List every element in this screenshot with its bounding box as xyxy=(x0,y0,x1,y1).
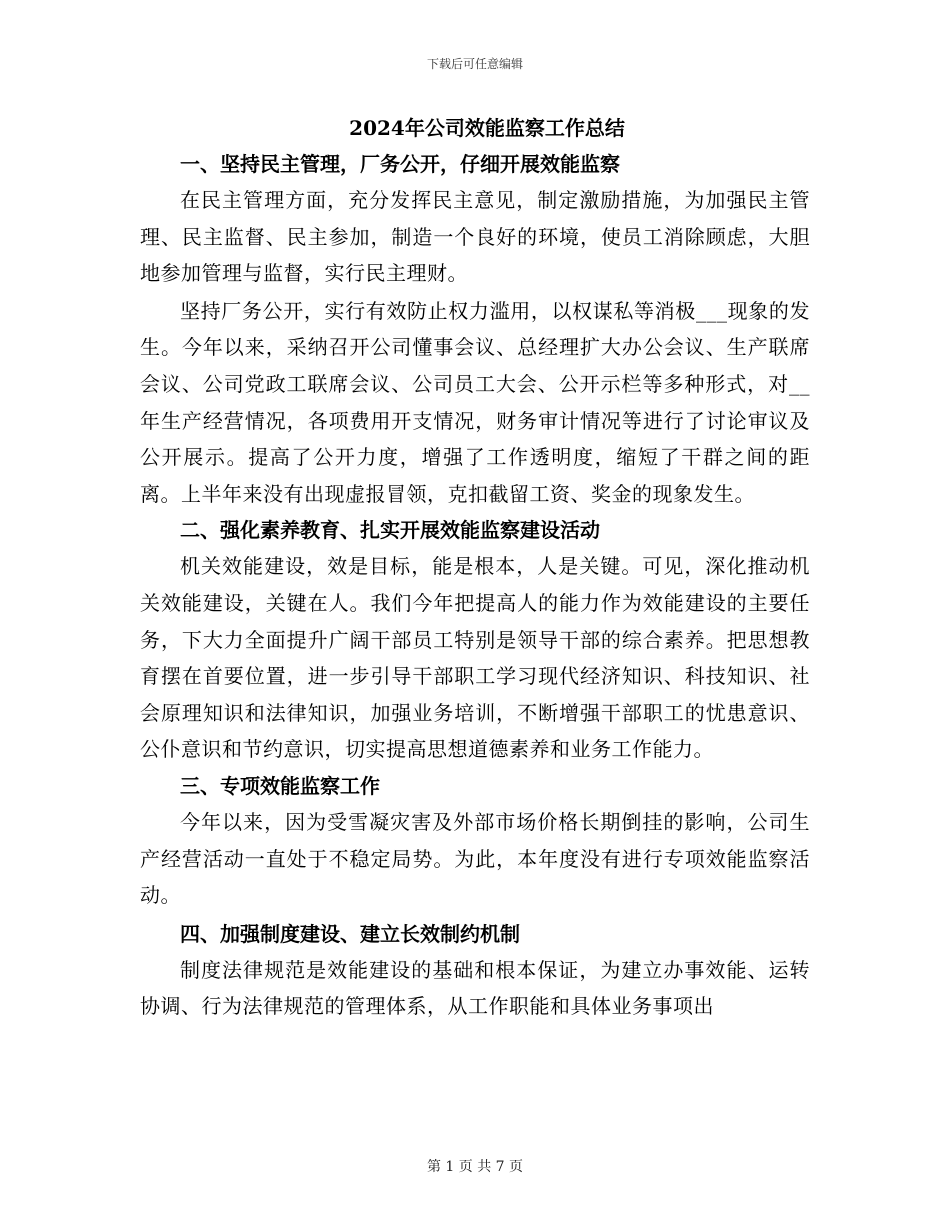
section-heading-4: 四、加强制度建设、建立长效制约机制 xyxy=(180,921,520,946)
paragraph: 在民主管理方面，充分发挥民主意见，制定激励措施，为加强民主管理、民主监督、民主参加，制造一个良好的环境，使员工消除顾虑，大胆地参加管理与监督，实行民主理财。 xyxy=(140,188,810,286)
paragraph: 坚持厂务公开，实行有效防止权力滥用，以权谋私等消极___现象的发生。今年以来，采纳召开公司懂事会议、总经理扩大办公会议、生产联席会议、公司党政工联席会议、公司员工大会、公开示栏等多种形式，对__年生产经营情况，各项费用开支情况，财务审计情况等进行了讨论审议及公开展示。提高了公开力度，增强了工作透明度，缩短了干群之间的距离。上半年来没有出现虚报冒领，克扣截留工资、奖金的现象发生。 xyxy=(140,298,810,506)
section-heading-2: 二、强化素养教育、扎实开展效能监察建设活动 xyxy=(180,518,600,543)
section-heading-1: 一、坚持民主管理，厂务公开，仔细开展效能监察 xyxy=(180,152,620,176)
header-note: 下载后可任意编辑 xyxy=(426,57,523,71)
paragraph: 制度法律规范是效能建设的基础和根本保证，为建立办事效能、运转协调、行为法律规范的管理体系，从工作职能和具体业务事项出 xyxy=(140,957,810,1019)
document-title: 2024年公司效能监察工作总结 xyxy=(349,116,625,140)
document-body xyxy=(140,110,810,1025)
paragraph: 今年以来，因为受雪凝灾害及外部市场价格长期倒挂的影响，公司生产经营活动一直处于不稳定局势。为此，本年度没有进行专项效能监察活动。 xyxy=(140,809,810,908)
paragraph: 机关效能建设，效是目标，能是根本，人是关键。可见，深化推动机关效能建设，关键在人。我们今年把提高人的能力作为效能建设的主要任务，下大力全面提升广阔干部员工特别是领导干部的综合素养。把思想教育摆在首要位置，进一步引导干部职工学习现代经济知识、科技知识、社会原理知识和法律知识，加强业务培训，不断增强干部职工的忧患意识、公仆意识和节约意识，切实提高思想道德素养和业务工作能力。 xyxy=(140,554,810,762)
section-heading-3: 三、专项效能监察工作 xyxy=(180,773,380,798)
page-number: 第 1 页 共 7 页 xyxy=(426,1159,524,1175)
